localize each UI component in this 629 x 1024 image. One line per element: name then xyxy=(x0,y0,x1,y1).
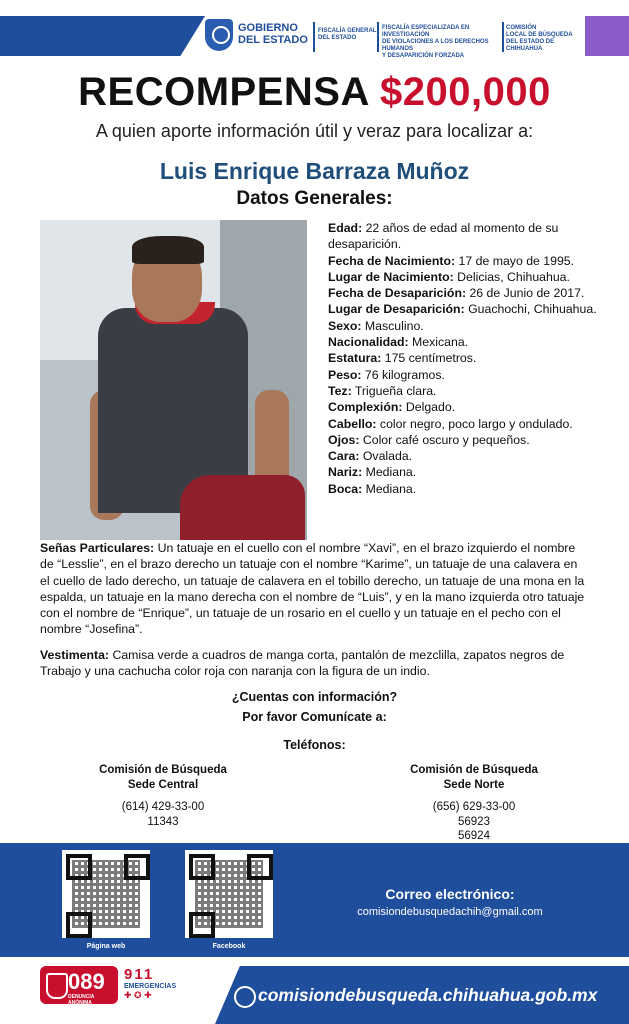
field-nacionalidad: Nacionalidad: Mexicana. xyxy=(328,335,469,350)
qr-label-web: Página web xyxy=(86,943,126,950)
section-title: Datos Generales: xyxy=(236,188,393,209)
fiscalia-especializada-text: FISCALÍA ESPECIALIZADA EN INVESTIGACIÓN DE VIOLACIONES A LOS DERECHOS HUMANOS Y DESAPARICIÓN FORZADA xyxy=(382,25,489,59)
phone-number[interactable]: (614) 429-33-00 xyxy=(121,801,205,813)
gobierno-logo-text: GOBIERNO DEL ESTADO xyxy=(238,22,308,46)
field-estatura: Estatura: 175 centímetros. xyxy=(328,351,477,366)
header-divider xyxy=(313,22,315,52)
email-label: Correo electrónico: xyxy=(385,886,515,902)
field-fecha-desaparicion: Fecha de Desaparición: 26 de Junio de 2017. xyxy=(328,286,585,301)
field-tez: Tez: Trigueña clara. xyxy=(328,383,437,398)
reward-subtitle: A quien aporte información útil y veraz para localizar a: xyxy=(95,121,534,141)
comision-local-text: COMISIÓN LOCAL DE BÚSQUEDA DEL ESTADO DE CHIHUAHUA xyxy=(506,25,573,52)
person-name: Luis Enrique Barraza Muñoz xyxy=(159,158,470,184)
field-boca: Boca: Mediana. xyxy=(328,481,417,496)
person-photo xyxy=(40,220,307,540)
shield-icon xyxy=(205,19,233,51)
field-cara: Cara: Ovalada. xyxy=(328,449,413,464)
office-sede-norte: Comisión de Búsqueda Sede Norte (656) 629-33-00 56923 56924 xyxy=(364,763,584,844)
qr-label-facebook: Facebook xyxy=(212,943,246,950)
field-edad: Edad: 22 años de edad al momento de su desaparición. xyxy=(328,221,559,252)
emergency-icons: ✚ ✪ ✚ xyxy=(124,990,152,1000)
field-complexion: Complexión: Delgado. xyxy=(328,400,456,415)
phone-extension: 56923 xyxy=(458,815,490,828)
field-fecha-nacimiento: Fecha de Nacimiento: 17 de mayo de 1995. xyxy=(328,253,575,268)
field-nariz: Nariz: Mediana. xyxy=(328,465,417,480)
general-data-list xyxy=(328,220,618,497)
office-sede-central: Comisión de Búsqueda Sede Central (614) 429-33-00 11343 xyxy=(53,763,273,829)
shield-icon xyxy=(46,973,68,999)
field-lugar-nacimiento: Lugar de Nacimiento: Delicias, Chihuahua. xyxy=(328,269,570,284)
particular-marks: Señas Particulares: Un tatuaje en el cuello con el nombre “Xavi”, en el brazo izquierdo el nombre de “Lesslie”, en el brazo derecho un tatuaje con el nombre “Karime”, un tatuaje de una calavera en el cuello de lado derecho, un tatuaje de calavera en el tobillo derecho, un tatuaje de una mona en la espalda, un tatuaje en la mano derecha con el nombre de “Luis”, y en la mano izquierda otro tatuaje con el nombre de “Enrique”, un tatuaje de un rosario en el cuello y un tatuaje en el pecho con el nombre “Josefina”. xyxy=(40,541,585,637)
contact-call-to-action: ¿Cuentas con información? Por favor Comunícate a: xyxy=(231,690,398,724)
header-purple-band xyxy=(585,16,629,56)
header-blue-band xyxy=(0,16,205,56)
denuncia-089-badge: 089 DENUNCIA ANÓNIMA xyxy=(40,966,118,1004)
phone-extension: 11343 xyxy=(147,815,179,828)
field-lugar-desaparicion: Lugar de Desaparición: Guachochi, Chihuahua. xyxy=(328,302,597,317)
header-divider xyxy=(377,22,379,52)
website-link[interactable]: comisiondebusqueda.chihuahua.gob.mx xyxy=(258,985,598,1005)
phone-extension: 56924 xyxy=(458,830,490,842)
reward-title: RECOMPENSA $200,000 xyxy=(78,70,551,114)
field-ojos: Ojos: Color café oscuro y pequeños. xyxy=(328,432,530,447)
clothing-description: Vestimenta: Camisa verde a cuadros de manga corta, pantalón de mezclilla, zapatos negros de Trabajo y una cachucha color roja con naranja con la figura de un indio. xyxy=(40,648,565,679)
header-divider xyxy=(502,22,504,52)
qr-code-web-icon[interactable] xyxy=(62,850,150,938)
field-peso: Peso: 76 kilogramos. xyxy=(328,367,445,382)
phone-number[interactable]: (656) 629-33-00 xyxy=(432,801,516,813)
reward-amount: $200,000 xyxy=(379,70,551,114)
email-link[interactable]: comisiondebusquedachih@gmail.com xyxy=(357,906,543,918)
phones-title: Teléfonos: xyxy=(283,738,346,752)
field-cabello: Cabello: color negro, poco largo y ondulado. xyxy=(328,416,573,431)
qr-code-facebook-icon[interactable] xyxy=(185,850,273,938)
fiscalia-general-text: FISCALÍA GENERAL DEL ESTADO xyxy=(318,28,377,41)
field-sexo: Sexo: Masculino. xyxy=(328,318,424,333)
emergencias-911-badge: 911 EMERGENCIAS ✚ ✪ ✚ xyxy=(124,966,186,1006)
globe-icon xyxy=(234,986,256,1008)
